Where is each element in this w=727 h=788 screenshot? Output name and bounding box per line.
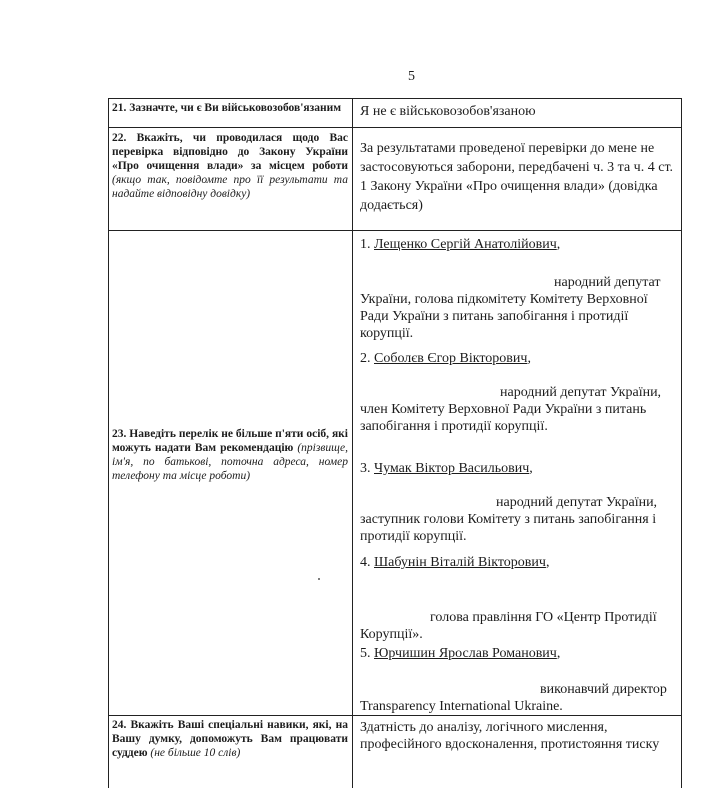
referee-3: 3. Чумак Віктор Васильович, народний депутат України, заступник голови Комітету з питань запобігання і протидії корупції. xyxy=(360,460,676,545)
referee-2-role: народний депутат України, член Комітету Верховної Ради України з питань запобігання і протидії корупції. xyxy=(360,385,662,434)
referee-5-role: виконавчий директор Transparency International Ukraine. xyxy=(360,682,667,714)
row-divider xyxy=(108,230,681,231)
answer-22: За результатами проведеної перевірки до мене не застосовуються заборони, передбачені ч. 3 та ч. 4 ст. 1 Закону України «Про очищення влади» (довідка додається) xyxy=(360,141,674,213)
row-divider xyxy=(108,715,681,716)
referee-4-role: голова правління ГО «Центр Протидії Корупції». xyxy=(360,610,657,642)
question-22-hint: (якщо так, повідомте про її результати та надайте відповідну довідку) xyxy=(112,174,348,200)
question-23 xyxy=(112,427,348,483)
referee-2: 2. Соболєв Єгор Вікторович, народний депутат України, член Комітету Верховної Ради України з питань запобігання і протидії корупції. xyxy=(360,350,676,435)
referee-2-name: Соболєв Єгор Вікторович xyxy=(374,351,528,366)
referee-1: 1. Лещенко Сергій Анатолійович, народний депутат України, голова підкомітету Комітету Верховної Ради України з питань запобігання і протидії корупції. xyxy=(360,236,676,342)
question-24-text: 24. Вкажіть Ваші спеціальні навики, які, на Вашу думку, допоможуть Вам працювати суддею xyxy=(112,719,348,759)
answer-24: Здатність до аналізу, логічного мислення, професійного вдосконалення, протистояння тиску xyxy=(360,720,660,752)
question-24 xyxy=(112,718,348,760)
referee-5-name: Юрчишин Ярослав Романович xyxy=(374,646,557,661)
referee-1-role: народний депутат України, голова підкомітету Комітету Верховної Ради України з питань запобігання і протидії корупції. xyxy=(360,275,661,341)
table-border-top xyxy=(108,98,681,99)
referee-1-name: Лещенко Сергій Анатолійович xyxy=(374,237,557,252)
referee-4-name: Шабунін Віталій Вікторович xyxy=(374,555,546,570)
question-23-text: 23. Наведіть перелік не більше п'яти осіб, які можуть надати Вам рекомендацію xyxy=(112,428,348,454)
referee-4: 4. Шабунін Віталій Вікторович, голова правління ГО «Центр Протидії Корупції». xyxy=(360,554,676,643)
question-21 xyxy=(112,101,348,115)
column-divider xyxy=(352,98,353,788)
referee-3-role: народний депутат України, заступник голови Комітету з питань запобігання і протидії корупції. xyxy=(360,495,658,544)
referee-5: 5. Юрчишин Ярослав Романович, виконавчий директор Transparency International Ukraine. xyxy=(360,645,676,715)
row-divider xyxy=(108,127,681,128)
question-22 xyxy=(112,131,348,201)
question-21-text: 21. Зазначте, чи є Ви військовозобов'язаним xyxy=(112,102,342,114)
scan-speck xyxy=(318,578,320,580)
answer-21: Я не є військовозобов'язаною xyxy=(360,104,536,119)
referee-3-name: Чумак Віктор Васильович xyxy=(374,461,530,476)
question-22-text: 22. Вкажіть, чи проводилася щодо Вас перевірка відповідно до Закону України «Про очищення влади» за місцем роботи xyxy=(112,132,348,172)
page-number: 5 xyxy=(408,69,415,84)
question-24-hint: (не більше 10 слів) xyxy=(150,747,241,759)
question-23-hint: (прізвище, ім'я, по батькові, поточна адреса, номер телефону та місце роботи) xyxy=(112,442,349,482)
